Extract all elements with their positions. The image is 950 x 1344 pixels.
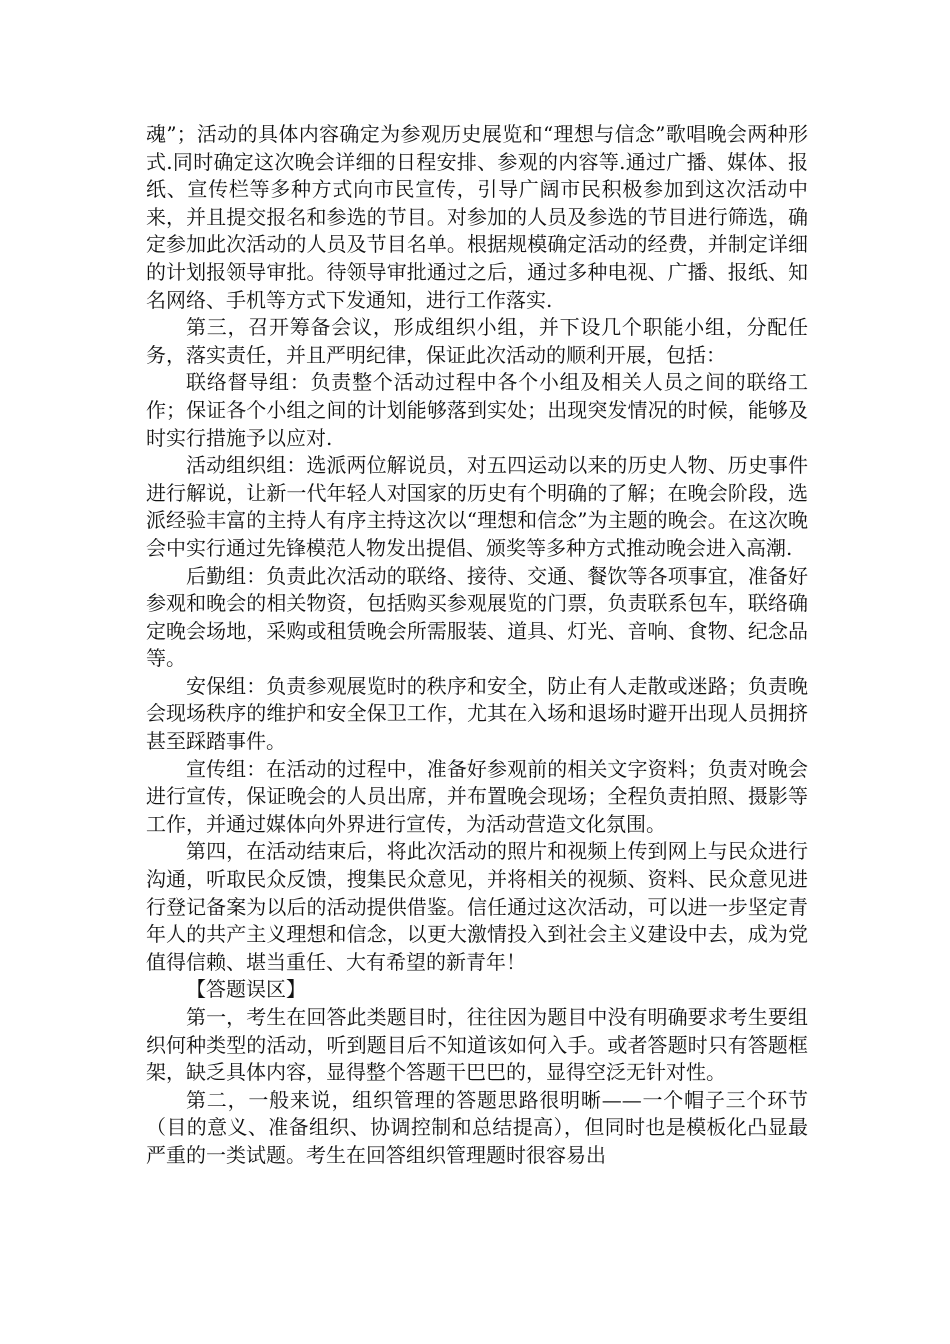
paragraph-pitfall-one: 第一，考生在回答此类题目时，往往因为题目中没有明确要求考生要组织何种类型的活动，听到题目后不知道该如何入手。或者答题时只有答题框架，缺乏具体内容，显得整个答题干巴巴的，显得空泛无针对性。 (146, 1005, 808, 1085)
paragraph-logistics-group: 后勤组：负责此次活动的联络、接待、交通、餐饮等各项事宜，准备好参观和晚会的相关物资，包括购买参观展览的门票，负责联系包车，联络确定晚会场地，采购或租赁晚会所需服装、道具、灯光、音响、食物、纪念品等。 (146, 563, 808, 671)
section-heading-answer-pitfalls: 【答题误区】 (186, 977, 306, 1002)
paragraph-pitfall-two: 第二，一般来说，组织管理的答题思路很明晰——一个帽子三个环节（目的意义、准备组织、协调控制和总结提高），但同时也是模板化凸显最严重的一类试题。考生在回答组织管理题时很容易出 (146, 1087, 808, 1167)
paragraph-step-four: 第四，在活动结束后，将此次活动的照片和视频上传到网上与民众进行沟通，听取民众反馈，搜集民众意见，并将相关的视频、资料、民众意见进行登记备案为以后的活动提供借鉴。信任通过这次活动，可以进一步坚定青年人的共产主义理想和信念，以更大激情投入到社会主义建设中去，成为党值得信赖、堪当重任、大有希望的新青年！ (146, 839, 808, 974)
paragraph-step-three: 第三，召开筹备会议，形成组织小组，并下设几个职能小组，分配任务，落实责任，并且严明纪律，保证此次活动的顺利开展，包括： (146, 315, 808, 367)
paragraph-liaison-group: 联络督导组：负责整个活动过程中各个小组及相关人员之间的联络工作；保证各个小组之间的计划能够落到实处；出现突发情况的时候，能够及时实行措施予以应对. (146, 370, 808, 450)
paragraph-security-group: 安保组：负责参观展览时的秩序和安全，防止有人走散或迷路；负责晚会现场秩序的维护和安全保卫工作，尤其在入场和退场时避开出现人员拥挤甚至踩踏事件。 (146, 673, 808, 754)
document-body (146, 121, 808, 1170)
paragraph-intro-continuation: 魂”；活动的具体内容确定为参观历史展览和“理想与信念”歌唱晚会两种形式.同时确定这次晚会详细的日程安排、参观的内容等.通过广播、媒体、报纸、宣传栏等多种方式向市民宣传，引导广阔市民积极参加到这次活动中来，并且提交报名和参选的节目。对参加的人员及参选的节目进行筛选，确定参加此次活动的人员及节目名单。根据规模确定活动的经费，并制定详细的计划报领导审批。待领导审批通过之后，通过多种电视、广播、报纸、知名网络、手机等方式下发通知，进行工作落实. (146, 122, 808, 312)
paragraph-publicity-group: 宣传组：在活动的过程中，准备好参观前的相关文字资料；负责对晚会进行宣传，保证晚会的人员出席，并布置晚会现场；全程负责拍照、摄影等工作，并通过媒体向外界进行宣传，为活动营造文化氛围。 (146, 756, 808, 836)
paragraph-activity-group: 活动组织组：选派两位解说员，对五四运动以来的历史人物、历史事件进行解说，让新一代年轻人对国家的历史有个明确的了解；在晚会阶段，选派经验丰富的主持人有序主持这次以“理想和信念”为主题的晚会。在这次晚会中实行通过先锋模范人物发出提倡、颁奖等多种方式推动晚会进入高潮. (146, 453, 808, 560)
